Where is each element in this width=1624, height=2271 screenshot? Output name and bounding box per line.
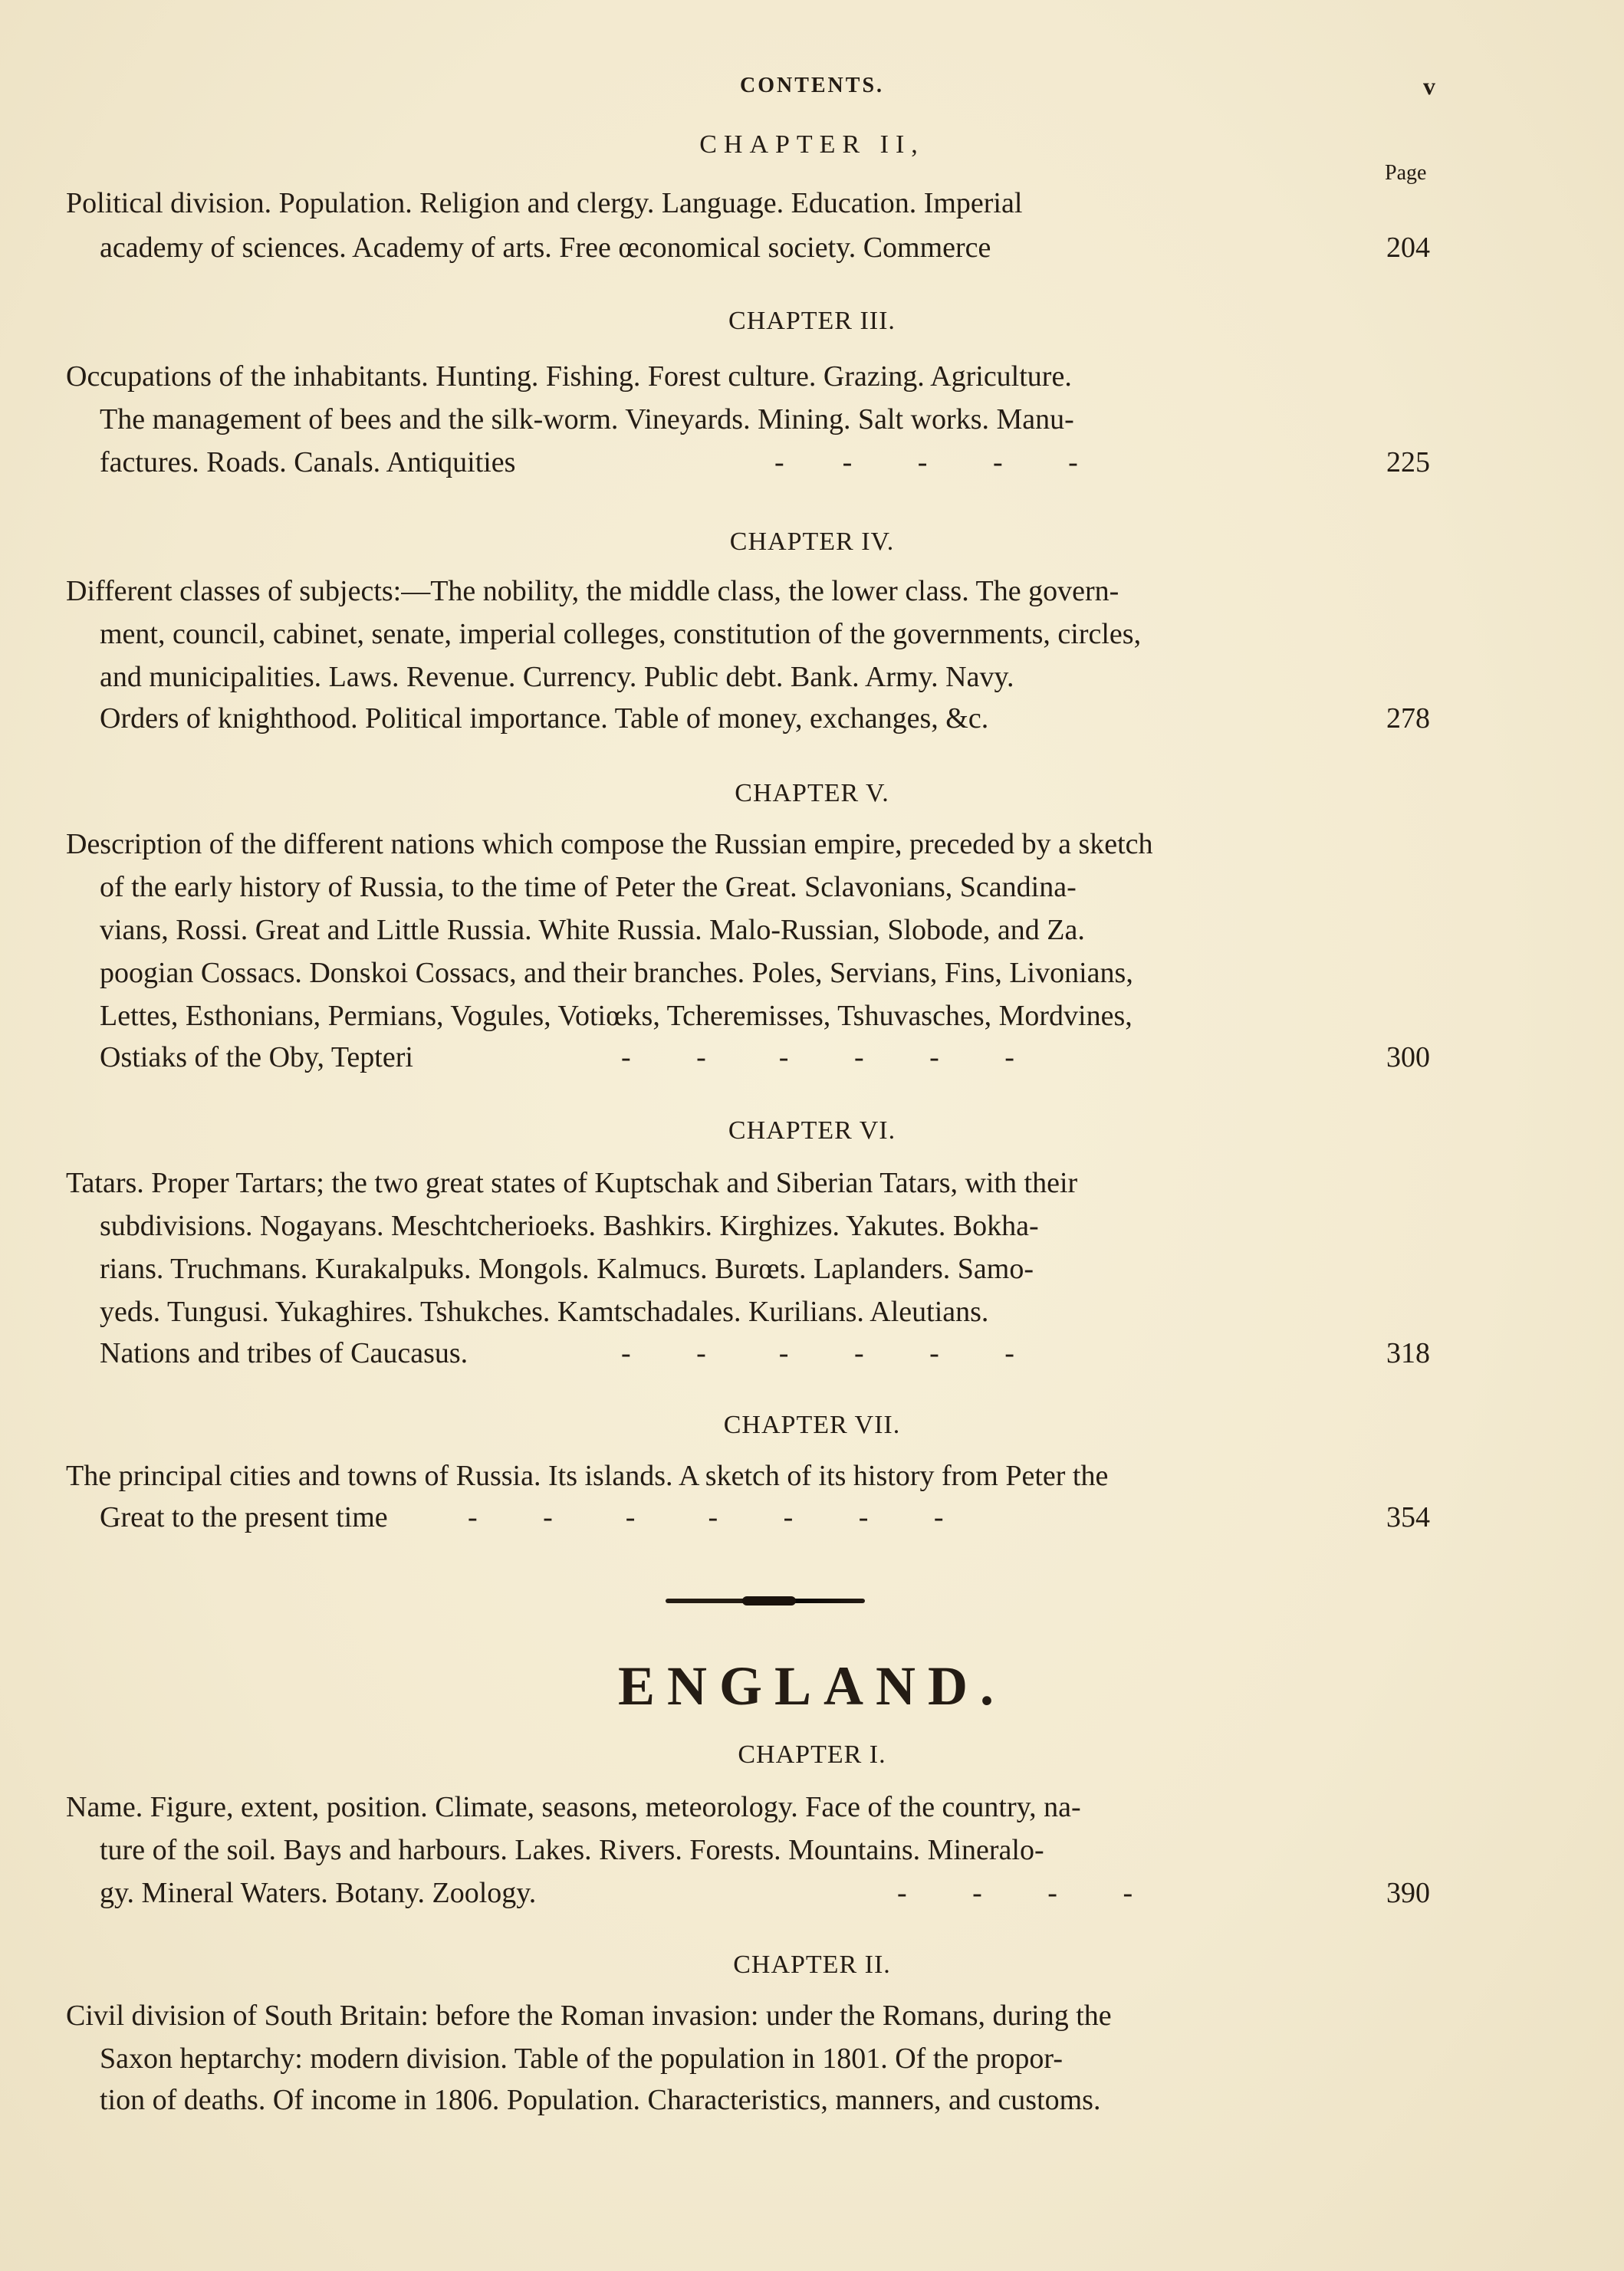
chapter-heading: CHAPTER VII. — [723, 1411, 901, 1439]
entry-line: Different classes of subjects:—The nobility, the middle class, the lower class. The govern- — [66, 575, 1119, 607]
page-number: 204 — [1386, 232, 1430, 264]
chapter-heading: CHAPTER V. — [735, 779, 889, 807]
entry-line: academy of sciences. Academy of arts. Free œconomical society. Commerce — [100, 232, 991, 264]
section-divider-rule — [666, 1599, 865, 1603]
entry-line: Orders of knighthood. Political importance. Table of money, exchanges, &c. — [100, 702, 989, 735]
chapter-heading: CHAPTER II. — [733, 1951, 891, 1979]
running-title: CONTENTS. — [739, 74, 885, 97]
dot-leader: - - - - - - - — [468, 1501, 944, 1533]
entry-line: Nations and tribes of Caucasus. — [100, 1337, 468, 1369]
chapter-heading: CHAPTER I. — [738, 1740, 886, 1769]
page-column-label: Page — [1385, 161, 1427, 185]
entry-line: Occupations of the inhabitants. Hunting. Fishing. Forest culture. Grazing. Agriculture. — [66, 360, 1072, 393]
dot-leader: - - - - - - — [621, 1041, 1014, 1073]
entry-line: Lettes, Esthonians, Permians, Vogules, Votiœks, Tcheremisses, Tshuvasches, Mordvines, — [100, 1000, 1133, 1032]
entry-line: Saxon heptarchy: modern division. Table of the population in 1801. Of the propor- — [100, 2043, 1063, 2075]
chapter-heading: CHAPTER II, — [699, 130, 925, 159]
dot-leader: - - - - - — [774, 446, 1078, 478]
entry-line: gy. Mineral Waters. Botany. Zoology. — [100, 1877, 537, 1909]
entry-line: and municipalities. Laws. Revenue. Currency. Public debt. Bank. Army. Navy. — [100, 661, 1014, 693]
page-number: 278 — [1386, 702, 1430, 735]
page-number: 354 — [1386, 1501, 1430, 1533]
chapter-heading: CHAPTER IV. — [729, 527, 895, 556]
folio-number: v — [1423, 72, 1435, 100]
entry-line: The principal cities and towns of Russia. Its islands. A sketch of its history from Peter the — [66, 1460, 1109, 1492]
entry-line: rians. Truchmans. Kurakalpuks. Mongols. Kalmucs. Burœts. Laplanders. Samo- — [100, 1253, 1034, 1285]
section-title-england: ENGLAND. — [617, 1655, 1007, 1717]
entry-line: ture of the soil. Bays and harbours. Lakes. Rivers. Forests. Mountains. Mineralo- — [100, 1834, 1044, 1866]
entry-line: tion of deaths. Of income in 1806. Population. Characteristics, manners, and customs. — [100, 2084, 1101, 2116]
entry-line: Civil division of South Britain: before the Roman invasion: under the Romans, during the — [66, 2000, 1112, 2032]
page-number: 318 — [1386, 1337, 1430, 1369]
page-number: 225 — [1386, 446, 1430, 478]
dot-leader: - - - - - - — [621, 1337, 1014, 1369]
entry-line: yeds. Tungusi. Yukaghires. Tshukches. Kamtschadales. Kurilians. Aleutians. — [100, 1296, 989, 1328]
dot-leader: - - - - — [897, 1877, 1133, 1909]
entry-line: factures. Roads. Canals. Antiquities — [100, 446, 516, 478]
entry-line: poogian Cossacs. Donskoi Cossacs, and their branches. Poles, Servians, Fins, Livonians, — [100, 957, 1133, 989]
entry-line: subdivisions. Nogayans. Meschtcherioeks. Bashkirs. Kirghizes. Yakutes. Bokha- — [100, 1210, 1039, 1242]
page-number: 300 — [1386, 1041, 1430, 1073]
entry-line: Tatars. Proper Tartars; the two great states of Kuptschak and Siberian Tatars, with their — [66, 1167, 1078, 1199]
entry-line: Name. Figure, extent, position. Climate, seasons, meteorology. Face of the country, na- — [66, 1791, 1081, 1823]
entry-line: Great to the present time — [100, 1501, 388, 1533]
entry-line: vians, Rossi. Great and Little Russia. White Russia. Malo-Russian, Slobode, and Za. — [100, 914, 1085, 946]
entry-line: Political division. Population. Religion and clergy. Language. Education. Imperial — [66, 187, 1023, 219]
page-number: 390 — [1386, 1877, 1430, 1909]
entry-line: Description of the different nations which compose the Russian empire, preceded by a sketch — [66, 828, 1153, 860]
chapter-heading: CHAPTER VI. — [728, 1116, 896, 1145]
entry-line: The management of bees and the silk-worm. Vineyards. Mining. Salt works. Manu- — [100, 403, 1074, 435]
entry-line: Ostiaks of the Oby, Tepteri — [100, 1041, 413, 1073]
entry-line: ment, council, cabinet, senate, imperial colleges, constitution of the governments, circles, — [100, 618, 1142, 650]
chapter-heading: CHAPTER III. — [728, 307, 896, 335]
entry-line: of the early history of Russia, to the time of Peter the Great. Sclavonians, Scandina- — [100, 871, 1077, 903]
